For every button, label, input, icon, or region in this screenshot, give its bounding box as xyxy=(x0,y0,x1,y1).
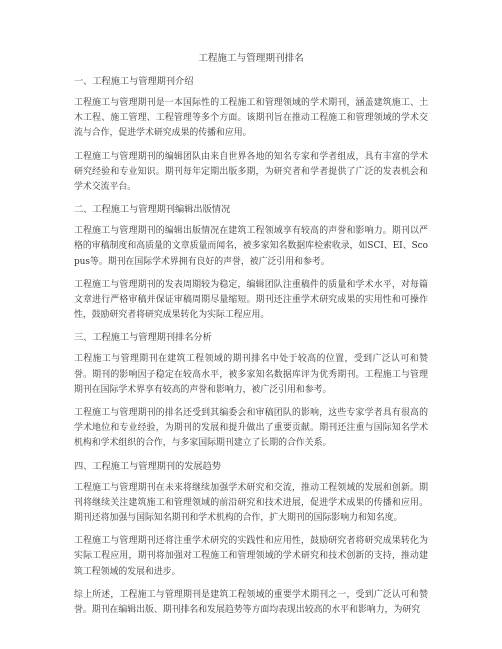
paragraph: 工程施工与管理期刊的发表周期较为稳定，编辑团队注重稿件的质量和学术水平，对每篇文章进行严格审稿并保证审稿周期尽量缩短。期刊还注重学术研究成果的实用性和可操作性，鼓励研究者将研究成果转化为实际工程应用。 xyxy=(74,279,428,321)
section-development-trends xyxy=(74,460,428,619)
paragraph: 综上所述，工程施工与管理期刊是建筑工程领域的重要学术期刊之一，受到广泛认可和赞誉。期刊在编辑出版、期刊排名和发展趋势等方面均表现出较高的水平和影响力，为研究 xyxy=(74,589,428,616)
paragraph: 工程施工与管理期刊的编辑出版情况在建筑工程领域享有较高的声誉和影响力。期刊以严格的审稿制度和高质量的文章质量而闻名，被多家知名数据库检索收录，如SCI、EI、Scopus等。期刊在国际学术界拥有良好的声誉，被广泛引用和参考。 xyxy=(74,226,428,267)
section-ranking-analysis xyxy=(74,331,428,451)
document-title: 工程施工与管理期刊排名 xyxy=(198,53,304,64)
paragraph: 工程施工与管理期刊还将注重学术研究的实践性和应用性，鼓励研究者将研究成果转化为实际工程应用，期刊将加强对工程施工和管理领域的学术研究和技术创新的支持，推动建筑工程领域的发展和进步。 xyxy=(74,536,428,577)
paragraph: 工程施工与管理期刊在未来将继续加强学术研究和交流，推动工程领域的发展和创新。期刊将继续关注建筑施工和管理领域的前沿研究和技术进展，促进学术成果的传播和应用。期刊还将加强与国际知名期刊和学术机构的合作，扩大期刊的国际影响力和知名度。 xyxy=(74,482,428,524)
section-heading: 四、工程施工与管理期刊的发展趋势 xyxy=(74,460,221,472)
section-heading: 一、工程施工与管理期刊介绍 xyxy=(74,76,194,87)
paragraph: 工程施工与管理期刊在建筑工程领域的期刊排名中处于较高的位置，受到广泛认可和赞誉。期刊的影响因子稳定在较高水平，被多家知名数据库评为优秀期刊。工程施工与管理期刊在国际学术界享有较高的声誉和影响力，被广泛引用和参考。 xyxy=(74,354,428,395)
paragraph: 工程施工与管理期刊是一本国际性的工程施工和管理领域的学术期刊，涵盖建筑施工、土木工程、施工管理、工程管理等多个方面。该期刊旨在推动工程施工和管理领域的学术交流与合作，促进学术研究成果的传播和应用。 xyxy=(74,98,428,139)
section-editing-publishing xyxy=(74,203,428,323)
section-heading: 二、工程施工与管理期刊编辑出版情况 xyxy=(74,204,231,216)
paragraph: 工程施工与管理期刊的编辑团队由来自世界各地的知名专家和学者组成，具有丰富的学术研究经验和专业知识。期刊每年定期出版多期，为研究者和学者提供了广泛的发表机会和学术交流平台。 xyxy=(74,151,428,193)
section-introduction xyxy=(74,75,428,195)
section-heading: 三、工程施工与管理期刊排名分析 xyxy=(74,332,212,344)
paragraph: 工程施工与管理期刊的排名还受到其编委会和审稿团队的影响，这些专家学者具有很高的学术地位和专业经验，为期刊的发展和提升做出了重要贡献。期刊还注重与国际知名学术机构和学术组织的合作，与多家国际期刊建立了长期的合作关系。 xyxy=(74,408,428,449)
